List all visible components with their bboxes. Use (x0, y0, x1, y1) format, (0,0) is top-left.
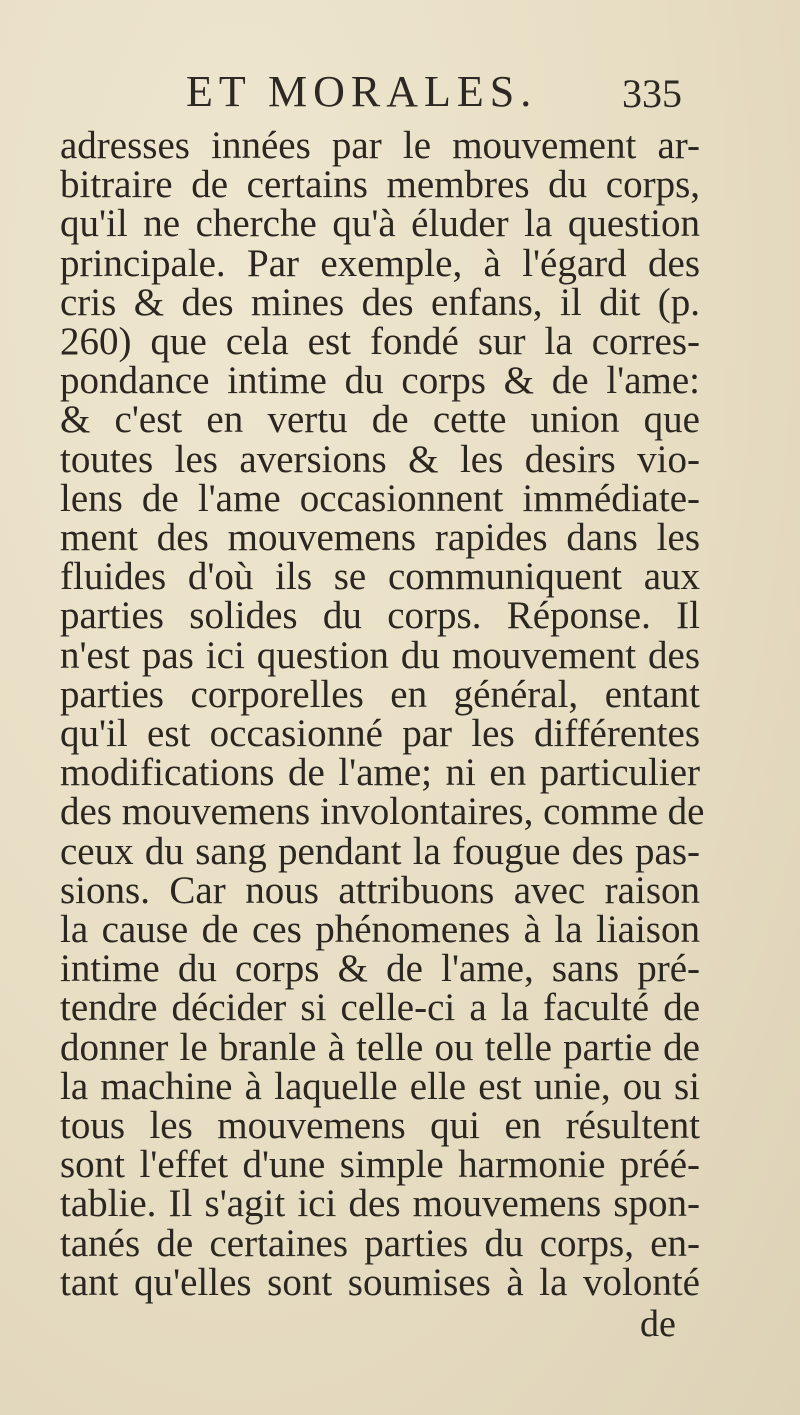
text-line: cris & des mines des enfans, il dit (p. (60, 280, 700, 324)
text-line: ceux du sang pendant la fougue des pas- (60, 829, 700, 873)
text-line: donner le branle à telle ou telle partie de (60, 1025, 700, 1069)
text-line: sont l'effet d'une simple harmonie préé- (60, 1143, 700, 1187)
text-line: fluides d'où ils se communiquent aux (60, 555, 700, 599)
text-line: pondance intime du corps & de l'ame: (60, 359, 700, 403)
text-line: sions. Car nous attribuons avec raison (60, 868, 700, 912)
text-line: la cause de ces phénomenes à la liaison (60, 908, 700, 951)
text-line: qu'il est occasionné par les différentes (60, 712, 700, 755)
text-line: tous les mouvemens qui en résultent (60, 1104, 700, 1147)
text-line: toutes les aversions & les desirs vio- (60, 437, 700, 481)
text-line: adresses innées par le mouvement ar- (60, 124, 700, 167)
text-line: principale. Par exemple, à l'égard des (60, 241, 700, 285)
text-line: tanés de certaines parties du corps, en- (60, 1221, 700, 1265)
page-header (0, 66, 800, 126)
text-line: lens de l'ame occasionnent immédiate- (60, 476, 700, 520)
text-line: des mouvemens involontaires, comme de (60, 790, 705, 834)
text-line: parties solides du corps. Réponse. Il (60, 594, 700, 638)
text-line: tendre décider si celle-ci a la faculté de (60, 986, 700, 1030)
text-line: n'est pas ici question du mouvement des (60, 633, 700, 677)
catchword: de (640, 1303, 676, 1345)
text-line: ment des mouvemens rapides dans les (60, 516, 700, 559)
text-line: la machine à laquelle elle est unie, ou si (60, 1064, 700, 1108)
text-line: 260) que cela est fondé sur la corres- (60, 320, 700, 363)
text-line: intime du corps & de l'ame, sans pré- (60, 947, 700, 991)
text-line: modifications de l'ame; ni en particulier (60, 751, 700, 795)
text-line: parties corporelles en général, entant (60, 672, 700, 716)
page-number: 335 (622, 71, 682, 116)
text-line: bitraire de certains membres du corps, (60, 163, 700, 207)
text-line: & c'est en vertu de cette union que (60, 398, 700, 442)
text-line: tant qu'elles sont soumises à la volonté (60, 1260, 700, 1304)
text-line: tablie. Il s'agit ici des mouvemens spon- (60, 1182, 700, 1226)
text-line: qu'il ne cherche qu'à éluder la question (60, 202, 700, 246)
running-title: ET MORALES. (186, 67, 538, 116)
